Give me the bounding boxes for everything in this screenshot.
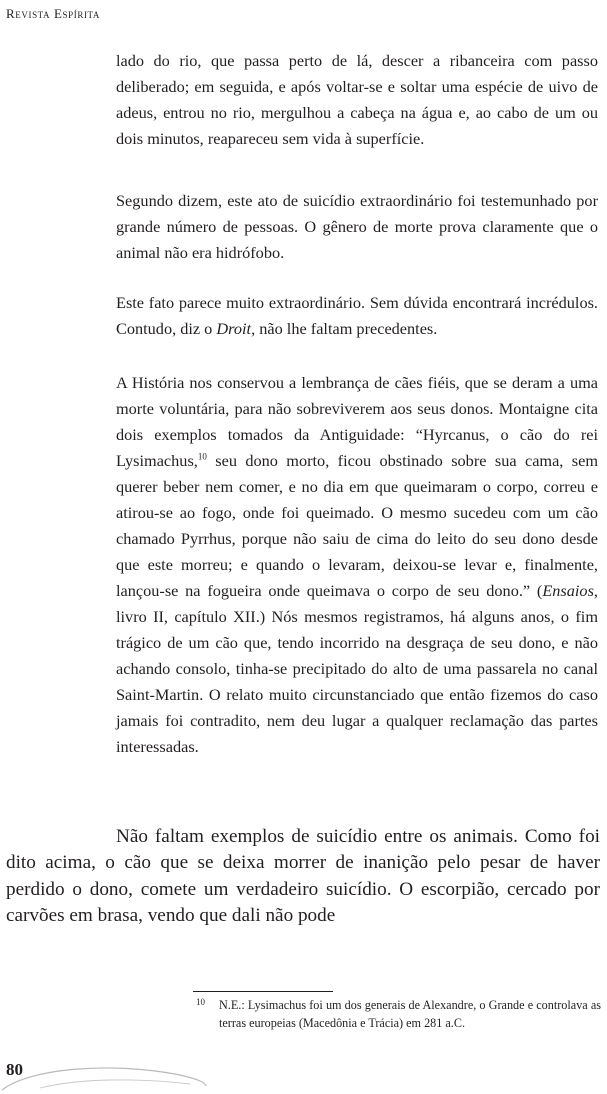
- swoosh-outer-curve: [2, 1068, 206, 1090]
- quote-p4-text-c: , livro II, capítulo XII.) Nós mesmos registramos, há alguns anos, o fim trágico de um cão que, tendo incorrido na desgraça de seu dono, e não achando consolo, tinha-se precipitado do alto de uma passarela no canal Saint-Martin. O relato muito circunstanciado que então fizemos do caso jamais foi contradito, nem deu lugar a qualquer reclamação das partes interessadas.: [116, 581, 598, 756]
- quote-paragraph-1-text: lado do rio, que passa perto de lá, descer a ribanceira com passo deliberado; em seguida, e após voltar-se e soltar uma espécie de uivo de adeus, entrou no rio, mergulhou a cabeça na água e, ao cabo de um ou dois minutos, reapareceu sem vida à superfície.: [116, 51, 598, 148]
- running-header: Revista Espírita: [6, 6, 101, 21]
- quote-p3-text-a: Este fato parece muito extraordinário. Sem dúvida encontrará incrédulos. Contudo, diz o: [116, 293, 598, 338]
- page-number-swoosh-ornament: [0, 1056, 210, 1094]
- quote-paragraph-2-text: Segundo dizem, este ato de suicídio extraordinário foi testemunhado por grande número de pessoas. O gênero de morte prova claramente que o animal não era hidrófobo.: [116, 191, 598, 262]
- page-number: 80: [6, 1060, 23, 1079]
- main-paragraph-text: Não faltam exemplos de suicídio entre os animais. Como foi dito acima, o cão que se deixa morrer de inanição pelo pesar de haver perdido o dono, comete um verdadeiro suicídio. O escorpião, cercado por carvões em brasa, vendo que dali não pode: [6, 826, 600, 927]
- footnote-text: N.E.: Lysimachus foi um dos generais de Alexandre, o Grande e controlava as terras europeias (Macedônia e Trácia) em 281 a.C.: [219, 998, 601, 1030]
- quote-p4-text-a: A História nos conservou a lembrança de cães fiéis, que se deram a uma morte voluntária, para não sobreviverem aos seus donos. Montaigne cita dois exemplos tomados da Antiguidade: “Hyrcanus, o cão do rei Lysimachus,: [116, 373, 598, 470]
- quote-p4-text-b: seu dono morto, ficou obstinado sobre sua cama, sem querer beber nem comer, e no dia em que queimaram o corpo, correu e atirou-se ao fogo, onde foi queimado. O mesmo sucedeu com um cão chamado Pyrrhus, porque não saiu de cima do leito do seu dono desde que este morreu; e quando o levaram, deixou-se levar e, finalmente, lançou-se na fogueira onde queimava o corpo de seu dono.” (: [116, 451, 598, 600]
- swoosh-inner-curve: [40, 1080, 190, 1088]
- quote-paragraph-1: [116, 48, 598, 152]
- footnote-reference[interactable]: 10: [197, 451, 207, 462]
- quote-paragraph-4-text: [116, 370, 598, 760]
- quote-p4-italic-ensaios: Ensaios: [542, 581, 594, 600]
- footnote-rule: [193, 991, 333, 992]
- quote-paragraph-4: [116, 370, 598, 760]
- quote-paragraph-2: [116, 188, 598, 266]
- quote-p3-text-b: , não lhe faltam precedentes.: [251, 319, 438, 338]
- quote-p3-italic-droit: Droit: [216, 319, 252, 338]
- quote-paragraph-3: [116, 290, 598, 342]
- footnote-number: 10: [196, 997, 205, 1007]
- quote-paragraph-3-text: [116, 290, 598, 342]
- main-paragraph: [6, 824, 600, 930]
